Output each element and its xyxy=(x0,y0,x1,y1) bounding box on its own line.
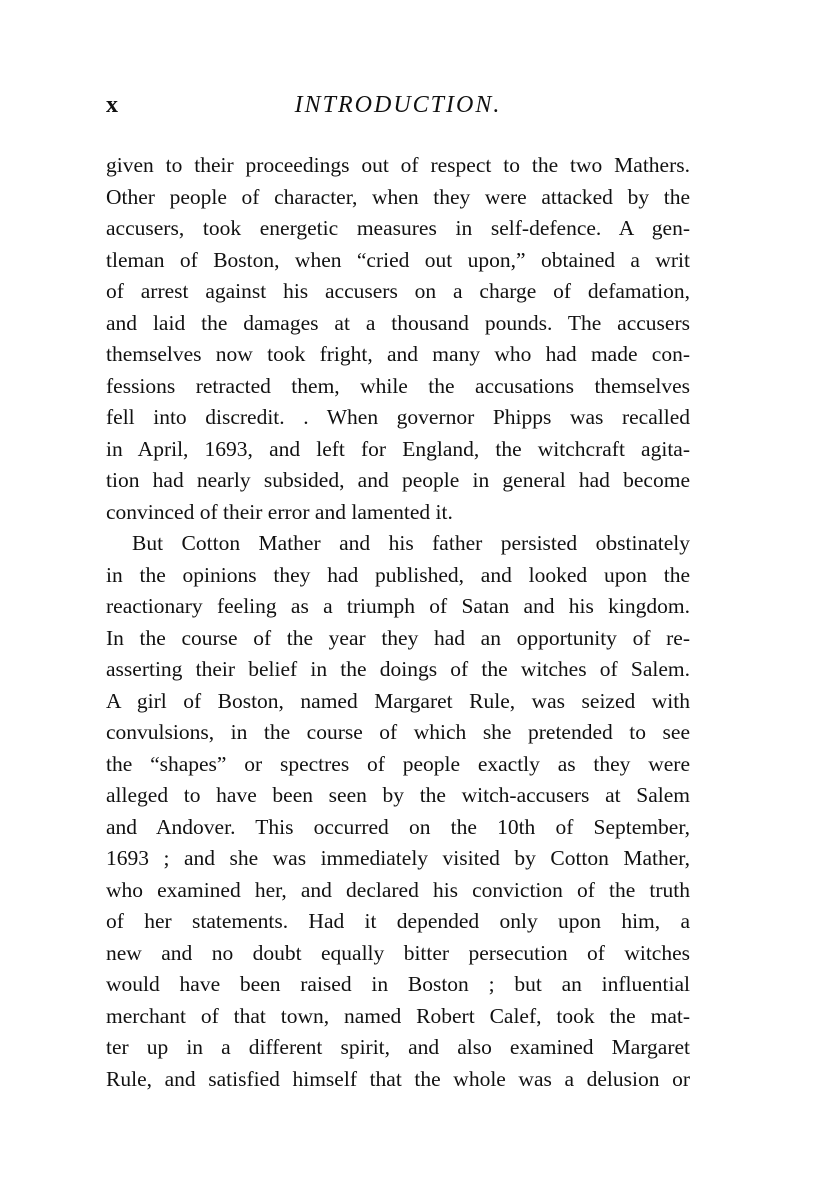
running-title: INTRODUCTION. xyxy=(294,92,502,118)
text-line: and laid the damages at a thousand pounds. The accusers xyxy=(106,310,690,335)
text-line: tleman of Boston, when “cried out upon,” obtained a writ xyxy=(106,247,690,272)
paragraph-1 xyxy=(106,150,690,528)
text-line: alleged to have been seen by the witch-accusers at Salem xyxy=(106,783,690,807)
text-line: in April, 1693, and left for England, the witchcraft agita- xyxy=(106,436,690,461)
text-line: reactionary feeling as a triumph of Satan and his kingdom. xyxy=(106,594,690,618)
text-line: convinced of their error and lamented it. xyxy=(106,499,453,524)
text-line: Rule, and satisfied himself that the whole was a delusion or xyxy=(106,1066,690,1091)
text-line: Other people of character, when they were attacked by the xyxy=(106,184,690,209)
text-line: 1693 ; and she was immediately visited by Cotton Mather, xyxy=(106,846,690,870)
page-number: x xyxy=(106,92,118,118)
text-line: merchant of that town, named Robert Calef, took the mat- xyxy=(106,1003,690,1028)
body-text xyxy=(106,150,690,1095)
text-line: fell into discredit. . When governor Phipps was recalled xyxy=(106,405,690,429)
text-line: would have been raised in Boston ; but an influential xyxy=(106,972,690,996)
paragraph-2 xyxy=(106,528,690,1095)
text-line: ter up in a different spirit, and also examined Margaret xyxy=(106,1035,690,1059)
text-line: and Andover. This occurred on the 10th of September, xyxy=(106,814,690,839)
text-line: themselves now took fright, and many who had made con- xyxy=(106,342,690,366)
text-line: new and no doubt equally bitter persecution of witches xyxy=(106,940,690,965)
text-line: tion had nearly subsided, and people in general had become xyxy=(106,468,690,492)
text-line: accusers, took energetic measures in self-defence. A gen- xyxy=(106,216,690,240)
text-line: the “shapes” or spectres of people exactly as they were xyxy=(106,751,690,776)
text-line: fessions retracted them, while the accusations themselves xyxy=(106,373,690,398)
text-line: given to their proceedings out of respect to the two Mathers. xyxy=(106,153,690,177)
text-line: of arrest against his accusers on a charge of defamation, xyxy=(106,279,690,303)
text-line: of her statements. Had it depended only upon him, a xyxy=(106,909,690,933)
text-line: who examined her, and declared his conviction of the truth xyxy=(106,877,690,902)
text-line: But Cotton Mather and his father persisted obstinately xyxy=(132,531,690,555)
text-line: A girl of Boston, named Margaret Rule, was seized with xyxy=(106,688,690,713)
text-line: in the opinions they had published, and looked upon the xyxy=(106,562,690,587)
text-line: convulsions, in the course of which she pretended to see xyxy=(106,720,690,744)
text-line: In the course of the year they had an opportunity of re- xyxy=(106,625,690,650)
page-header xyxy=(106,92,690,126)
text-line: asserting their belief in the doings of the witches of Salem. xyxy=(106,657,690,681)
